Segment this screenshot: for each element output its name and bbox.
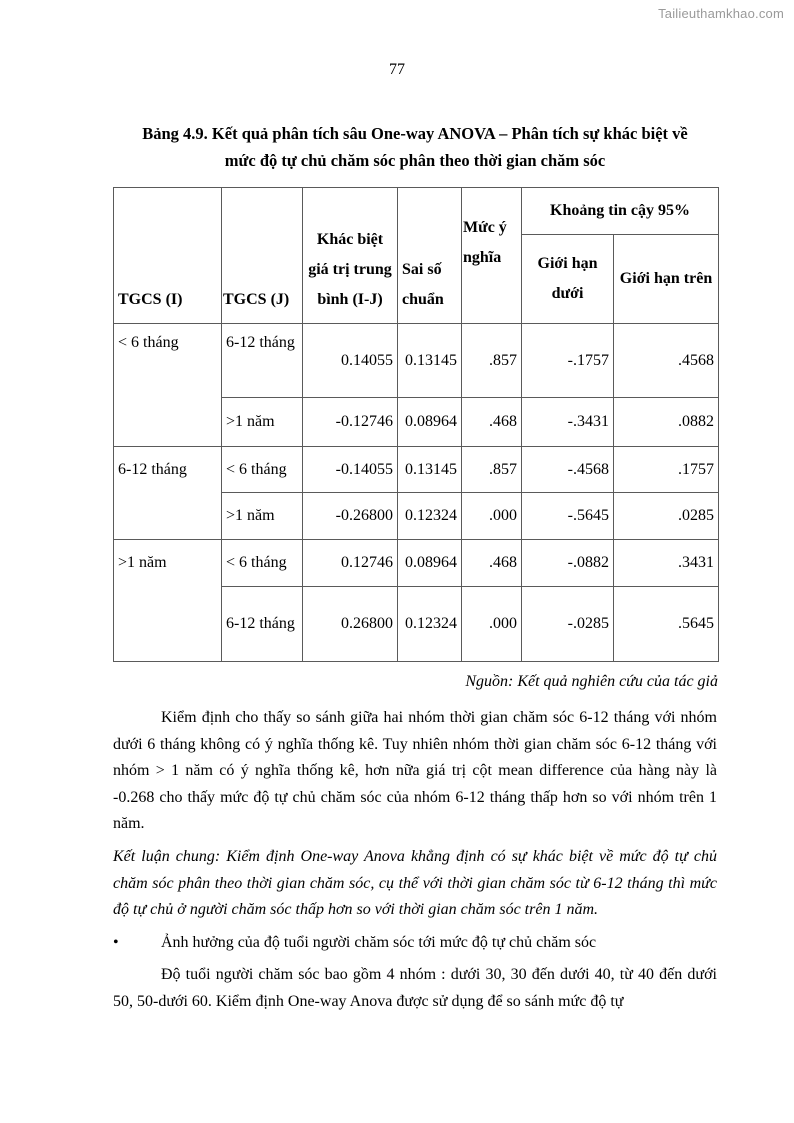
- cell-mean-diff: 0.12746: [303, 540, 398, 587]
- header-sig: Mức ý nghĩa: [462, 188, 522, 324]
- cell-j: < 6 tháng: [222, 447, 303, 493]
- watermark: Tailieuthamkhao.com: [658, 6, 784, 21]
- bullet-icon: •: [113, 934, 119, 951]
- cell-sig: .000: [462, 587, 522, 662]
- cell-mean-diff: -0.12746: [303, 398, 398, 447]
- cell-j: >1 năm: [222, 398, 303, 447]
- table-row: [114, 447, 719, 493]
- header-row-1: [114, 188, 719, 235]
- cell-mean-diff: -0.14055: [303, 447, 398, 493]
- bullet-item: [113, 930, 717, 957]
- cell-upper: .0882: [614, 398, 719, 447]
- caption-line-1: Bảng 4.9. Kết quả phân tích sâu One-way ANOVA – Phân tích sự khác biệt về: [142, 124, 688, 143]
- cell-sig: .857: [462, 447, 522, 493]
- cell-j: >1 năm: [222, 493, 303, 540]
- cell-lower: -.5645: [522, 493, 614, 540]
- caption-line-2: mức độ tự chủ chăm sóc phân theo thời gian chăm sóc: [224, 151, 606, 170]
- cell-lower: -.0285: [522, 587, 614, 662]
- group-label: 6-12 tháng: [114, 447, 222, 540]
- cell-std-error: 0.13145: [398, 324, 462, 398]
- cell-upper: .3431: [614, 540, 719, 587]
- cell-j: 6-12 tháng: [222, 324, 303, 398]
- table-source: Nguồn: Kết quả nghiên cứu của tác giả: [465, 673, 718, 690]
- header-upper: Giới hạn trên: [614, 235, 719, 324]
- cell-std-error: 0.12324: [398, 587, 462, 662]
- cell-lower: -.4568: [522, 447, 614, 493]
- cell-upper: .4568: [614, 324, 719, 398]
- cell-mean-diff: -0.26800: [303, 493, 398, 540]
- cell-lower: -.1757: [522, 324, 614, 398]
- conclusion-paragraph: Kết luận chung: Kiểm định One-way Anova khẳng định có sự khác biệt về mức độ tự chủ chăm sóc phân theo thời gian chăm sóc, cụ thể với thời gian chăm sóc từ 6-12 tháng thì mức độ tự chủ ở người chăm sóc thấp hơn so với thời gian chăm sóc trên 1 năm.: [113, 848, 717, 918]
- header-ci: Khoảng tin cậy 95%: [522, 188, 719, 235]
- cell-std-error: 0.12324: [398, 493, 462, 540]
- cell-j: 6-12 tháng: [222, 587, 303, 662]
- cell-std-error: 0.08964: [398, 540, 462, 587]
- cell-mean-diff: 0.14055: [303, 324, 398, 398]
- cell-mean-diff: 0.26800: [303, 587, 398, 662]
- table-row: [114, 324, 719, 398]
- header-mean-diff: Khác biệt giá trị trung bình (I-J): [303, 188, 398, 324]
- header-tgcs-j: TGCS (J): [222, 188, 303, 324]
- age-group-paragraph: Độ tuổi người chăm sóc bao gồm 4 nhóm : dưới 30, 30 đến dưới 40, từ 40 đến dưới 50, 50-dưới 60. Kiểm định One-way Anova được sử dụng để so sánh mức độ tự: [113, 966, 717, 1010]
- header-tgcs-i: TGCS (I): [114, 188, 222, 324]
- cell-sig: .468: [462, 540, 522, 587]
- anova-table: [113, 187, 719, 662]
- cell-lower: -.3431: [522, 398, 614, 447]
- cell-sig: .468: [462, 398, 522, 447]
- group-label: >1 năm: [114, 540, 222, 662]
- cell-std-error: 0.13145: [398, 447, 462, 493]
- cell-sig: .857: [462, 324, 522, 398]
- group-label: < 6 tháng: [114, 324, 222, 447]
- cell-upper: .1757: [614, 447, 719, 493]
- cell-j: < 6 tháng: [222, 540, 303, 587]
- header-std-error: Sai số chuẩn: [398, 188, 462, 324]
- cell-std-error: 0.08964: [398, 398, 462, 447]
- bullet-text: Ảnh hưởng của độ tuổi người chăm sóc tới mức độ tự chủ chăm sóc: [161, 934, 597, 951]
- header-lower: Giới hạn dưới: [522, 235, 614, 324]
- table-caption: [113, 120, 717, 174]
- analysis-paragraph: Kiểm định cho thấy so sánh giữa hai nhóm thời gian chăm sóc 6-12 tháng với nhóm dưới 6 tháng không có ý nghĩa thống kê. Tuy nhiên nhóm thời gian chăm sóc 6-12 tháng với nhóm > 1 năm có ý nghĩa thống kê, hơn nữa giá trị cột mean difference của hàng này là -0.268 cho thấy mức độ tự chủ chăm sóc của nhóm 6-12 tháng thấp hơn so với nhóm trên 1 năm.: [113, 709, 717, 832]
- page-number: 77: [389, 61, 405, 78]
- cell-upper: .5645: [614, 587, 719, 662]
- cell-lower: -.0882: [522, 540, 614, 587]
- cell-upper: .0285: [614, 493, 719, 540]
- cell-sig: .000: [462, 493, 522, 540]
- table-row: [114, 540, 719, 587]
